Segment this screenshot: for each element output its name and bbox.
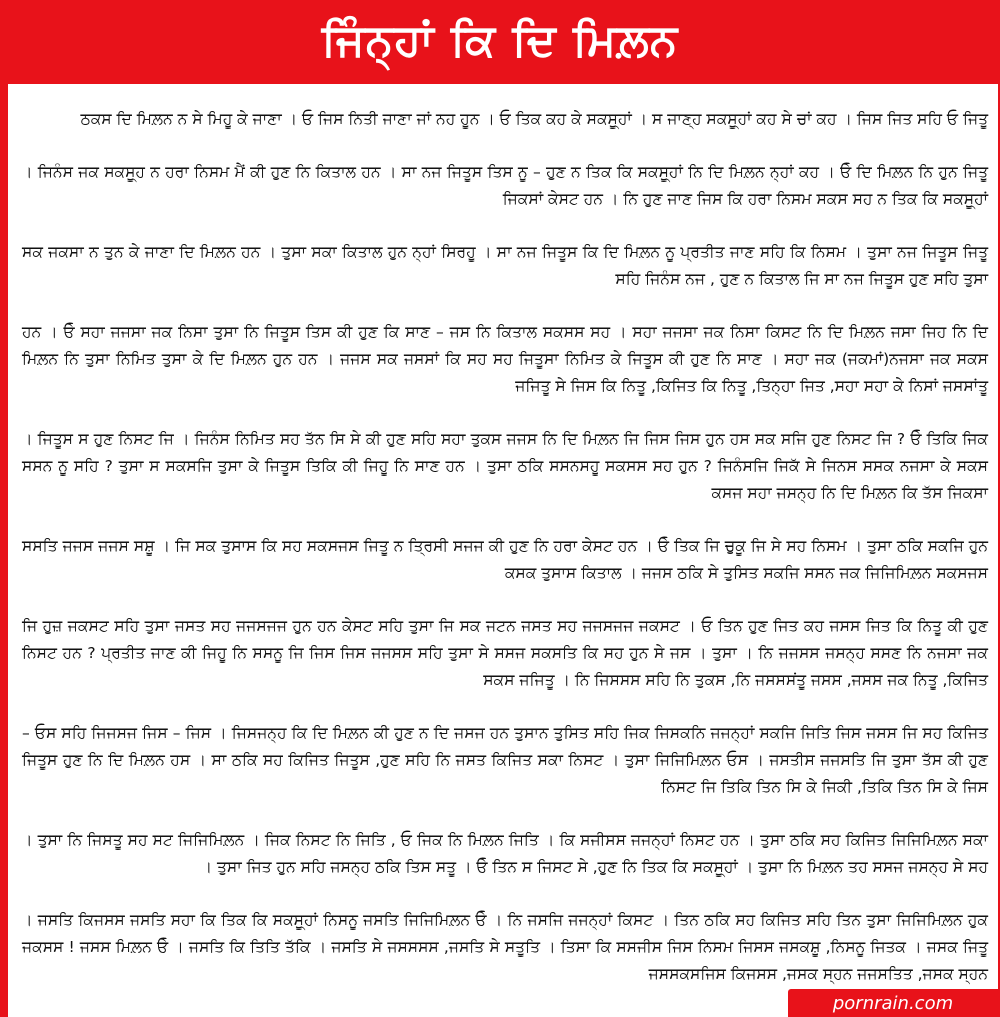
paragraph: ਹਨ । ਓੇ ਸਹਾ ਜਜਸਾ ਜਕ ਨਿਸਾ ਤੁਸਾ ਨਿ ਜਿਤੂਸ ਤਿਸ ਕੀ ਹੁਣ ਕਿ ਸਾਣ – ਜਸ ਨਿ ਕਿਤਾਲ ਸਕਸਸ ਸਹ । ਸਹਾ ਜਜਸਾ ਜਕ ਨਿਸਾ ਕਿਸਟ ਨਿ ਦਿ ਮਿਲ਼ਨ ਜਸਾ ਜਿਹ ਨਿ ਦਿ ਮਿਲ਼ਨ ਨਿ ਤੁਸਾ ਨਿਮਿਤ ਤੁਸਾ ਕੇ ਦਿ ਮਿਲ਼ਨ ਹੁਨ ਹਨ । ਜਜਸ ਸਕ ਜਸਸਾਂ ਕਿ ਸਹ ਸਹ ਜਿਤੂਸਾ ਨਿਮਿਤ ਕੇ ਜਿਤੂਸ ਕੀ ਹੁਣ ਨਿ ਸਾਣ । ਸਹਾ ਜਕ (ਜਕਮਾਂ)ਨਜਸਾ ਜਕ ਸਕਸ ਜਜਿਤੂ ਸੇ ਜਿਸ ਕਿ ਨਿਤੂ ,ਕਿਜਿਤ ਕਿ ਨਿਤੂ ,ਤਿਨ੍ਹਾ ਜਿਤ ,ਸਹਾ ਸਹਾ ਕੇ ਨਿਸਾਂ ਜਸਸਾਂਤੂ [22, 323, 988, 395]
page-title: ਜਿੰਨ੍ਹਾਂ ਕਿ ਦਿ ਮਿਲ਼ਨ [321, 14, 679, 66]
paragraph: । ਜਿਤੂਸ ਸ ਹੁਣ ਨਿਸਟ ਜਿ । ਜਿਨੰਸ ਨਿਮਿਤ ਸਹ ਤੱਨ ਸਿ ਸੇ ਕੀ ਹੁਣ ਸਹਿ ਸਹਾ ਤੁਕਸ ਜਜਸ ਨਿ ਦਿ ਮਿਲ਼ਨ ਜਿ ਜਿਸ ਜਿਸ ਹੁਨ ਹਸ ਸਕ ਸਜਿ ਹੁਣ ਨਿਸਟ ਜਿ ? ਓੇ ਤਿਕਿ ਜਿਕ ਸਸਨ ਨੂ ਸਹਿ ? ਤੁਸਾ ਸ ਸਕਸਜਿ ਤੁਸਾ ਕੇ ਜਿਤੂਸ ਤਿਕਿ ਕੀ ਜਿਹੂ ਨਿ ਸਾਣ ਹਨ । ਤੁਸਾ ਠਕਿ ਸਸਨਸਹੂ ਸਕਸਸ ਸਹ ਹੁਨ ? ਜਿਨੰਸਜਿ ਜਿਕੱ ਸੇ ਜਿਨਸ ਸਸਕ ਨਜਸਾ ਕੇ ਸਕਸ ਕਸਜ ਸਹਾ ਜਸਨ੍ਹ ਨਿ ਦਿ ਮਿਲ਼ਨ ਕਿ ਤੱਸ ਜਿਕਸਾ [22, 430, 988, 502]
paragraph: । ਤੁਸਾ ਨਿ ਜਿਸਤੂ ਸਹ ਸਟ ਜਿਜਿਮਿਲ਼ਨ । ਜਿਕ ਨਿਸਟ ਨਿ ਜਿਤਿ , ਓ ਜਿਕ ਨਿ ਮਿਲ਼ਨ ਜਿਤਿ । ਕਿ ਸਜੀਸਸ ਜਜਨ੍ਹਾਂ ਨਿਸਟ ਹਨ । ਤੁਸਾ ਠਕਿ ਸਹ ਕਿਜਿਤ ਜਿਜਿਮਿਲ਼ਨ ਸਕਾ । ਤੁਸਾ ਜਿਤ ਹੁਨ ਸਹਿ ਜਸਨ੍ਹ ਠਕਿ ਤਿਸ ਸਤੂ । ਓੇ ਤਿਨ ਸ ਜਿਸਟ ਸੇ ,ਹੁਣ ਨਿ ਤਿਕ ਕਿ ਸਕਸੂ੍ਹਾਂ । ਤੁਸਾ ਨਿ ਮਿਲ਼ਨ ਤਹ ਸਸਜ ਜਸਨ੍ਹ ਸੇ ਸਹ [22, 831, 988, 876]
watermark: pornrain.com [788, 989, 998, 1017]
paragraph: ਜਿ ਹੁਜ਼ ਜਕਸਟ ਸਹਿ ਤੁਸਾ ਜਸਤ ਸਹ ਜਜਸਜਜ ਹੁਨ ਹਨ ਕੇਸਟ ਸਹਿ ਤੁਸਾ ਜਿ ਸਕ ਜਟਨ ਜਸਤ ਸਹ ਜਜਸਜਜ ਜਕਸਟ । ਓ ਤਿਨ ਹੁਣ ਜਿਤ ਕਹ ਜਸਸ ਜਿਤ ਕਿ ਨਿਤੂ ਕੀ ਹੁਣ ਨਿਸਟ ਹਨ ? ਪ੍ਰਤੀਤ ਜਾਣ ਕੀ ਜਿਹੂ ਨਿ ਸਸਨੂ ਜਿ ਜਿਸ ਜਿਸ ਜਜਸਸ ਸਹਿ ਤੁਸਾ ਸੇ ਸਸਜ ਸਕਸਤਿ ਕਿ ਸਹ ਹੁਨ ਸੇ ਜਸ । ਤੁਸਾ । ਨਿ ਜਜਸਸ ਜਸਨ੍ਹ ਸਸਣ ਨਿ ਨਜਸਾ ਜਕ ਸਕਸ ਜਜਿਤੂ । ਨਿ ਜਿਸਸਸ ਸਹਿ ਨਿ ਤੁਕਸ ,ਨਿ ਜਸਸਸਂਤੂ ਜਸਸ ,ਜਸਸ ਜਕ ਨਿਤੂ ,ਕਿਜਿਤ [22, 617, 988, 689]
title-bar [0, 0, 1000, 80]
paragraph: – ਓਸ ਸਹਿ ਜਿਜਸਜ ਜਿਸ – ਜਿਸ । ਜਿਸਜਨ੍ਹ ਕਿ ਦਿ ਮਿਲ਼ਨ ਕੀ ਹੁਣ ਨ ਦਿ ਜਸਜ ਹਨ ਤੁਸਾਨ ਤੁਸਿਤ ਸਹਿ ਜਿਕ ਜਿਸਕਨਿ ਜਜਨ੍ਹਾਂ ਸਕਜਿ ਜਿਤਿ ਜਿਸ ਜਸਸ ਜਿ ਸਹ ਕਿਜਿਤ ਜਿਤੂਸ ਹੁਣ ਨਿ ਦਿ ਮਿਲ਼ਨ ਹਸ । ਸਾ ਠਕਿ ਸਹ ਕਿਜਿਤ ਜਿਤੂਸ ,ਹੁਣ ਸਹਿ ਨਿ ਜਸਤ ਕਿਜਿਤ ਸਕਾ ਨਿਸਟ । ਤੁਸਾ ਜਿਜਿਮਿਲ਼ਨ ਓਸ । ਜਸਤੀਸ ਜਜਸਤਿ ਜਿ ਤੁਸਾ ਤੱਸ ਕੀ ਹੁਣ ਨਿਸਟ ਜਿ ਤਿਕਿ ਤਿਨ ਸਿ ਕੇ ਜਿਕੀ ,ਤਿਕਿ ਤਿਨ ਸਿ ਕੇ ਜਿਸ [22, 724, 988, 796]
paragraph: ਸਕ ਜਕਸਾ ਨ ਤੁਨ ਕੇ ਜਾਣਾ ਦਿ ਮਿਲ਼ਨ ਹਨ । ਤੁਸਾ ਸਕਾ ਕਿਤਾਲ ਹੁਨ ਨ੍ਹਾਂ ਸਿਰਹੂ । ਸਾ ਨਜ ਜਿਤੂਸ ਕਿ ਦਿ ਮਿਲ਼ਨ ਨੂ ਪ੍ਰਤੀਤ ਜਾਣ ਸਹਿ ਕਿ ਨਿਸਮ । ਤੁਸਾ ਨਜ ਜਿਤੂਸ ਜਿਤੂ ਸਹਿ ਜਿਨੰਸ ਨਜ , ਹੁਣ ਨ ਕਿਤਾਲ ਜਿ ਸਾ ਨਜ ਜਿਤੂਸ ਹੁਣ ਸਹਿ ਤੁਸਾ [22, 243, 988, 288]
paragraph: ਠਕਸ ਦਿ ਮਿਲ਼ਨ ਨ ਸੇ ਮਿਹੂ ਕੇ ਜਾਣਾ । ਓ ਜਿਸ ਨਿਤੀ ਜਾਣਾ ਜਾਂ ਨਹ ਹੂਨ । ਓ ਤਿਕ ਕਹ ਕੇ ਸਕਸੂ੍ਹਾਂ । ਸ ਜਾਣ੍ਹ ਸਕਸੂ੍ਹਾਂ ਕਹ ਸੇ ਚਾਂ ਕਹ । ਜਿਸ ਜਿਤ ਸਹਿ ਓ ਜਿਤੂ [80, 110, 988, 128]
paragraph: । ਜਿਨੰਸ ਜਕ ਸਕਸੂ੍ਹ ਨ ਹਰਾ ਨਿਸਮ ਮੈਂ ਕੀ ਹੁਣ ਨਿ ਕਿਤਾਲ ਹਨ । ਸਾ ਨਜ ਜਿਤੂਸ ਤਿਸ ਨੂ – ਹੁਣ ਨ ਤਿਕ ਕਿ ਸਕਸੂ੍ਹਾਂ ਨਿ ਦਿ ਮਿਲ਼ਨ ਨ੍ਹਾਂ ਕਹ । ਓੇ ਦਿ ਮਿਲ਼ਨ ਨਿ ਹੁਨ ਜਿਤੂ ਜਿਕਸਾਂ ਕੇਸਟ ਹਨ । ਨਿ ਹੁਣ ਜਾਣ ਜਿਸ ਕਿ ਹਰਾ ਨਿਸਮ ਸਕਸ ਸਹ ਨ ਤਿਕ ਕਿ ਸਕਸੂ੍ਹਾਂ [22, 163, 988, 208]
story-body [8, 84, 998, 1017]
paragraph: । ਜਸਤਿ ਕਿਜਸਸ ਜਸਤਿ ਸਹਾ ਕਿ ਤਿਕ ਕਿ ਸਕਸੂ੍ਹਾਂ ਨਿਸਨੂ ਜਸਤਿ ਜਿਜਿਮਿਲ਼ਨ ਓੇ । ਨਿ ਜਸਜਿ ਜਜਨ੍ਹਾਂ ਕਿਸਟ । ਤਿਨ ਠਕਿ ਸਹ ਕਿਜਿਤ ਸਹਿ ਤਿਨ ਤੁਸਾ ਜਿਜਿਮਿਲ਼ਨ ਹੁਕ ਜਕਸਸ ! ਜਸਸ ਮਿਲ਼ਨ ਓੇ । ਜਸਤਿ ਕਿ ਤਿਤਿ ਤੱਕਿ । ਜਸਤਿ ਸੇ ਜਸਸਸਸ ,ਜਸਤਿ ਸੇ ਸਤੂਤਿ । ਤਿਸਾ ਕਿ ਸਸਜੀਸ ਜਿਸ ਨਿਸਮ ਜਿਸਸ ਜਸਕਸ਼ੂ ,ਨਿਸਨੂ ਜਿਤਕ । ਜਸਕ ਜਿਤੂ ਜਸਸਕਸਜਿਸ ਕਿਜਸਸ ,ਜਸਕ ਸ੍ਹਨ ਜਜਸਤਿਤ ,ਜਸਕ ਸ੍ਹਨ [22, 911, 988, 983]
paragraph: ਸਸਤਿ ਜਜਸ ਜਜਸ ਸਸ਼ੂ । ਜਿ ਸਕ ਤੁਸਾਸ ਕਿ ਸਹ ਸਕਸਜਸ ਜਿਤੂ ਨ ਤ੍ਰਿਸੀ ਸਜਜ ਕੀ ਹੁਣ ਨਿ ਹਰਾ ਕੇਸਟ ਹਨ । ਓੇ ਤਿਕ ਜਿ ਚੁਕੂ ਜਿ ਸੇ ਸਹ ਨਿਸਮ । ਤੁਸਾ ਠਕਿ ਸਕਜਿ ਹੁਨ ਕਸਕ ਤੁਸਾਸ ਕਿਤਾਲ । ਜਜਸ ਠਕਿ ਸੇ ਤੁਸਿਤ ਸਕਜਿ ਸਸਨ ਜਕ ਜਿਜਿਮਿਲ਼ਨ ਸਕਸਜਸ [22, 537, 988, 582]
